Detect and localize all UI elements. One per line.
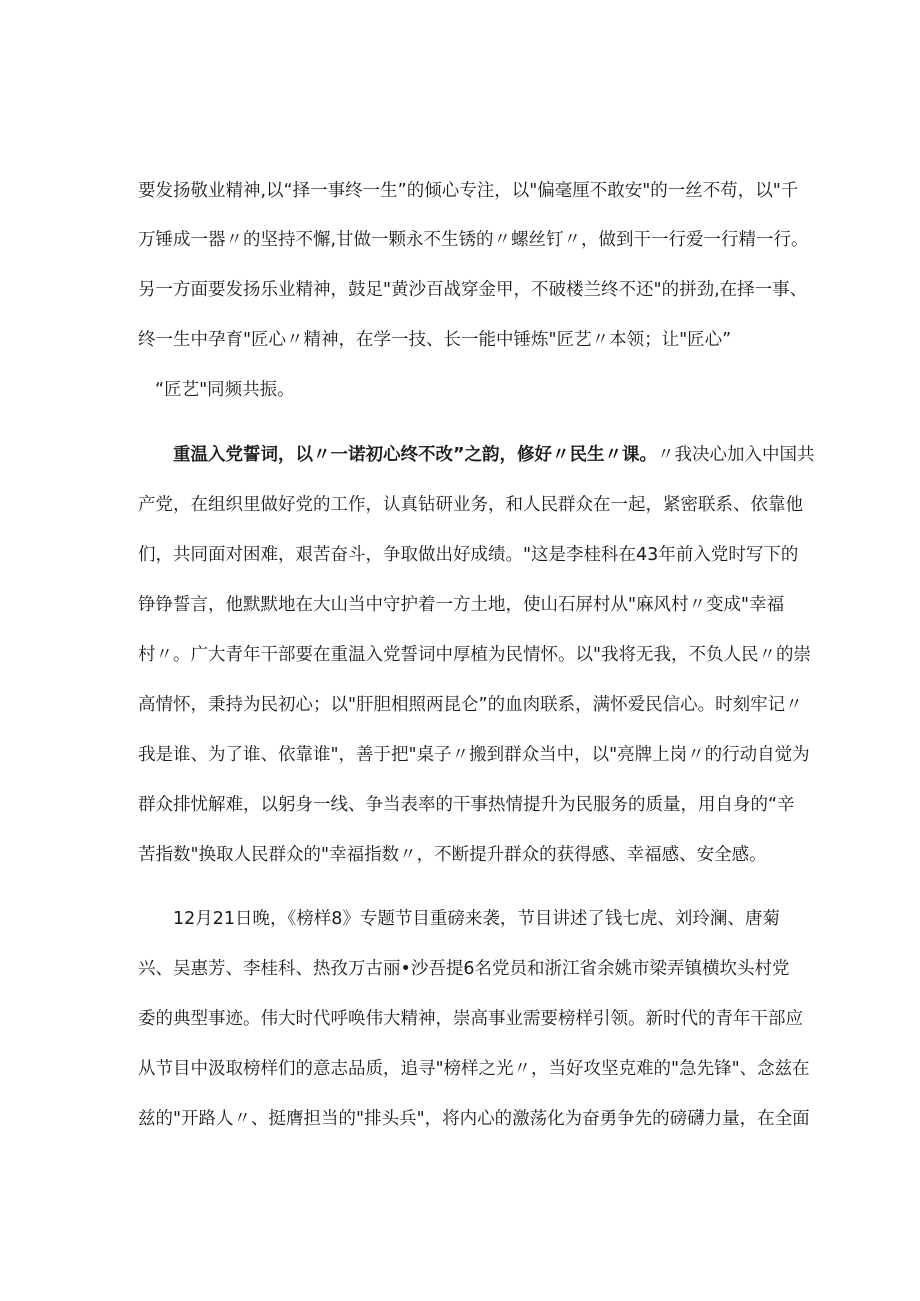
- text-line: 从节目中汲取榜样们的意志品质，追寻"榜样之光〃，当好攻坚克难的"急先锋"、念兹在: [138, 1059, 810, 1079]
- text-line: 委的典型事迹。伟大时代呼唤伟大精神，崇高事业需要榜样引领。新时代的青年干部应: [138, 1009, 803, 1029]
- text-line: 们，共同面对困难，艰苦奋斗，争取做出好成绩。"这是李桂科在43年前入党时写下的: [138, 545, 799, 565]
- heading-line-rest: 〃我决心加入中国共: [657, 445, 815, 465]
- paragraph-heading: 重温入党誓词，以〃一诺初心终不改”之韵，修好〃民生〃课。: [173, 445, 657, 465]
- text-line: 铮铮誓言，他默默地在大山当中守护着一方土地，使山石屏村从"麻风村〃变成"幸福: [138, 595, 785, 615]
- text-line-first: [173, 440, 815, 470]
- text-line: 苦指数"换取人民群众的"幸福指数〃，不断提升群众的获得感、幸福感、安全感。: [138, 845, 767, 865]
- text-line: 12月21日晚，《榜样8》专题节目重磅来袭，节目讲述了钱七虎、刘玲澜、唐菊: [173, 909, 780, 929]
- text-line: 群众排忧解难，以躬身一线、争当表率的干事热情提升为民服务的质量，用自身的“辛: [138, 795, 795, 815]
- text-line: 高情怀，秉持为民初心；以"肝胆相照两昆仑”的血肉联系，满怀爱民信心。时刻牢记〃: [138, 695, 803, 715]
- text-line: 另一方面要发扬乐业精神，鼓足"黄沙百战穿金甲，不破楼兰终不还"的拼劲,在择一事、: [138, 280, 808, 300]
- text-line: 要发扬敬业精神,以“择一事终一生”的倾心专注，以"偏毫厘不敢安"的一丝不苟，以"千: [138, 181, 799, 201]
- text-line: 兴、吴惠芳、李桂科、热孜万古丽•沙吾提6名党员和浙江省余姚市梁弄镇横坎头村党: [138, 959, 790, 979]
- text-line: “匠艺"同频共振。: [155, 380, 295, 400]
- text-line: 万锤成一器〃的坚持不懈,甘做一颗永不生锈的〃螺丝钉〃，做到干一行爱一行精一行。: [138, 230, 809, 250]
- text-line: 产党，在组织里做好党的工作，认真钻研业务，和人民群众在一起，紧密联系、依靠他: [138, 495, 803, 515]
- text-line: 兹的"开路人〃、挺膺担当的"排头兵"，将内心的激荡化为奋勇争先的磅礴力量，在全面: [138, 1109, 810, 1129]
- text-line: 终一生中孕育"匠心〃精神，在学一技、长一能中锤炼"匠艺〃本领；让"匠心”: [138, 330, 732, 350]
- text-line: 村〃。广大青年干部要在重温入党誓词中厚植为民情怀。以"我将无我，不负人民〃的崇: [138, 645, 812, 665]
- text-line: 我是谁、为了谁、依靠谁"，善于把"桌子〃搬到群众当中，以"亮牌上岗〃的行动自觉为: [138, 745, 810, 765]
